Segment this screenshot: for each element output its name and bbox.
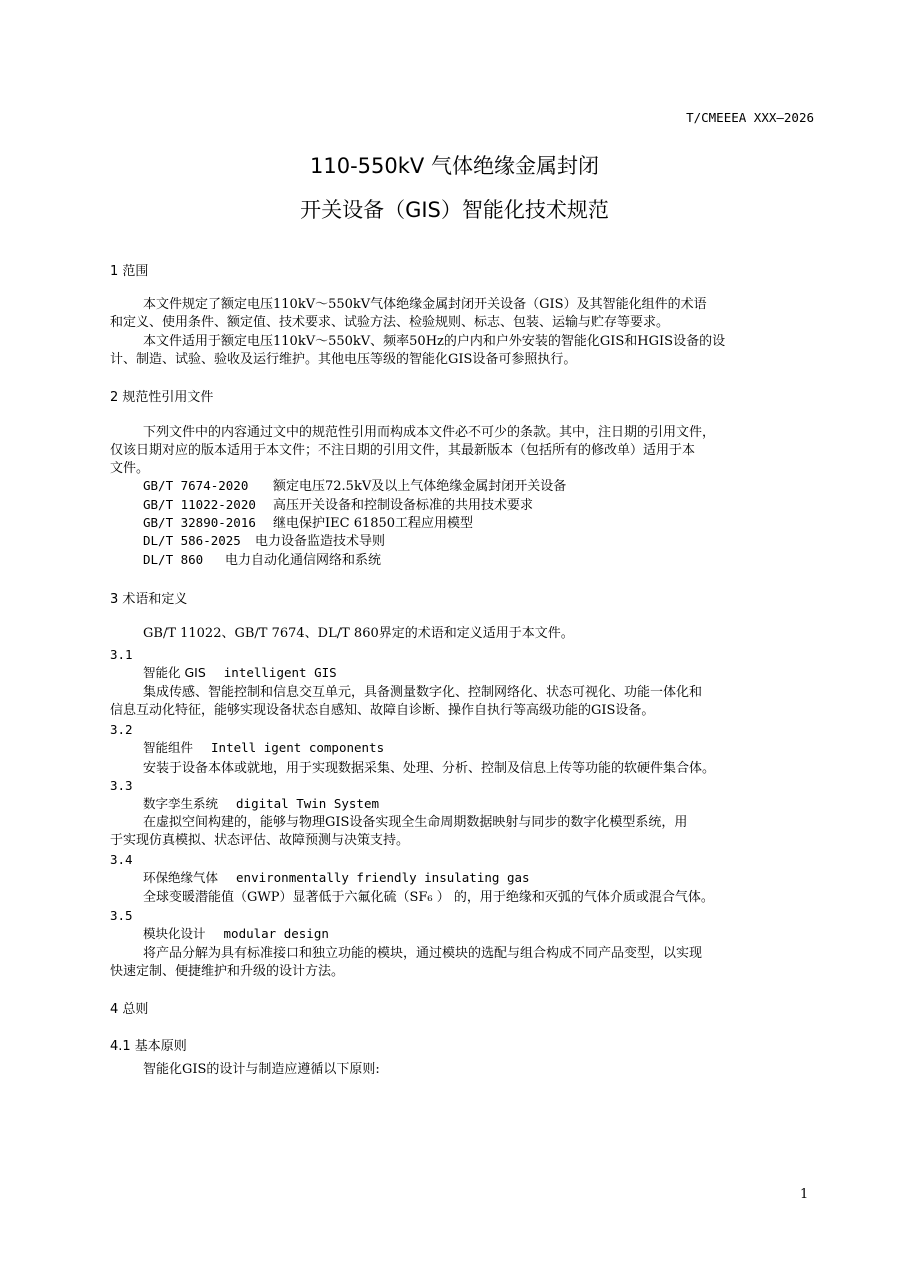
reference-title: 高压开关设备和控制设备标准的共用技术要求 [273,498,534,513]
paragraph: 本文件规定了额定电压110kV～550kV气体绝缘金属封闭开关设备（GIS）及其智能化组件的术语 [143,297,707,312]
section-heading-general: 4 总则 [110,1002,149,1017]
reference-item [143,551,381,570]
page-number: 1 [800,1187,809,1202]
term-definition: 在虚拟空间构建的，能够与物理GIS设备实现全生命周期数据映射与同步的数字化模型系统，用 [143,815,688,830]
paragraph: 本文件适用于额定电压110kV～550kV、频率50Hz的户内和户外安装的智能化GIS和HGIS设备的设 [143,334,726,349]
reference-code: GB/T 7674-2020 [143,478,249,493]
reference-title: 电力设备监造技术导则 [255,534,386,549]
reference-item [143,477,566,496]
reference-code: GB/T 11022-2020 [143,497,256,512]
term-definition: 全球变暖潜能值（GWP）显著低于六氟化硫（SF₆ ） 的，用于绝缘和灭弧的气体介质或混合气体。 [143,890,714,905]
reference-item [143,532,385,551]
term-heading [143,795,379,814]
paragraph: 计、制造、试验、验收及运行维护。其他电压等级的智能化GIS设备可参照执行。 [110,352,577,367]
term-definition: 安装于设备本体或就地，用于实现数据采集、处理、分析、控制及信息上传等功能的软硬件集合体。 [143,761,716,776]
reference-title: 额定电压72.5kV及以上气体绝缘金属封闭开关设备 [273,479,567,494]
paragraph: 文件。 [110,461,150,476]
reference-title: 继电保护IEC 61850工程应用模型 [273,516,474,531]
term-number: 3.1 [110,647,133,662]
term-definition: 快速定制、便捷维护和升级的设计方法。 [110,964,345,979]
term-heading [143,739,384,758]
reference-code: DL/T 586-2025 [143,533,241,548]
term-cn: 数字孪生系统 [143,796,219,811]
term-number: 3.2 [110,722,133,737]
paragraph: 下列文件中的内容通过文中的规范性引用而构成本文件必不可少的条款。其中，注日期的引用文件， [143,425,716,440]
term-number: 3.4 [110,852,133,867]
term-number: 3.5 [110,908,133,923]
reference-title: 电力自动化通信网络和系统 [225,553,382,568]
section-heading-normative-references: 2 规范性引用文件 [110,390,214,405]
term-en: modular design [223,926,329,941]
term-en: environmentally friendly insulating gas [236,870,530,885]
term-en: digital Twin System [236,796,380,811]
term-en: Intell igent components [211,740,385,755]
term-heading [143,869,530,888]
section-heading-scope: 1 范围 [110,264,149,279]
term-cn: 智能化 GIS [143,665,206,680]
paragraph: 仅该日期对应的版本适用于本文件；不注日期的引用文件，其最新版本（包括所有的修改单）适用于本 [110,443,696,458]
reference-item [143,496,533,515]
reference-code: DL/T 860 [143,552,204,567]
term-definition: 信息互动化特征，能够实现设备状态自感知、故障自诊断、操作自执行等高级功能的GIS设备。 [110,703,655,718]
term-definition: 集成传感、智能控制和信息交互单元，具备测量数字化、控制网络化、状态可视化、功能一体化和 [143,685,703,700]
term-number: 3.3 [110,778,133,793]
term-cn: 环保绝缘气体 [143,870,219,885]
term-definition: 于实现仿真模拟、状态评估、故障预测与决策支持。 [110,833,410,848]
subsection-heading-basic-principles: 4.1 基本原则 [110,1039,187,1054]
reference-item [143,514,473,533]
term-heading [143,664,337,683]
document-title-line2: 开关设备（GIS）智能化技术规范 [300,198,609,222]
term-en: intelligent GIS [223,665,337,680]
term-cn: 智能组件 [143,740,194,755]
term-heading [143,925,329,944]
paragraph: GB/T 11022、GB/T 7674、DL/T 860界定的术语和定义适用于本文件。 [143,626,574,641]
document-title-line1: 110-550kV 气体绝缘金属封闭 [310,154,599,178]
reference-code: GB/T 32890-2016 [143,515,256,530]
term-definition: 将产品分解为具有标准接口和独立功能的模块，通过模块的选配与组合构成不同产品变型，以实现 [143,946,703,961]
term-cn: 模块化设计 [143,926,206,941]
paragraph: 和定义、使用条件、额定值、技术要求、试验方法、检验规则、标志、包装、运输与贮存等要求。 [110,315,670,330]
section-heading-terms: 3 术语和定义 [110,592,188,607]
paragraph: 智能化GIS的设计与制造应遵循以下原则: [143,1062,380,1077]
document-id: T/CMEEEA XXX—2026 [686,110,814,125]
